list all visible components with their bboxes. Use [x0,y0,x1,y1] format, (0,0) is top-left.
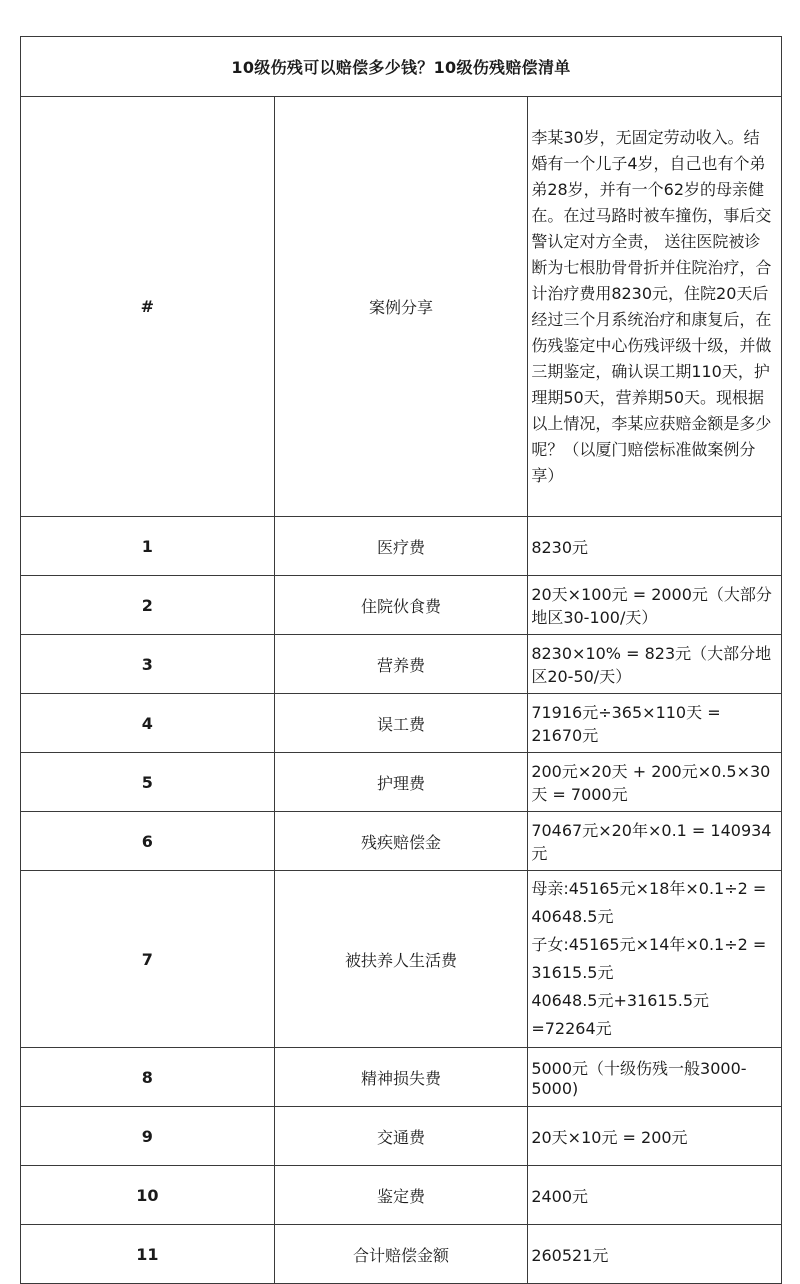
table-row [21,517,782,576]
case-description: 李某30岁，无固定劳动收入。结婚有一个儿子4岁，自己也有个弟弟28岁，并有一个62岁的母亲健在。在过马路时被车撞伤，事后交警认定对方全责， 送往医院被诊断为七根肋骨骨折并住院治疗，合计治疗费用8230元，住院20天后经过三个月系统治疗和康复后，在伤残鉴定中心伤残评级十级，并做三期鉴定，确认误工期110天，护理期50天，营养期50天。现根据以上情况，李某应获赔金额是多少呢？（以厦门赔偿标准做案例分享） [528,97,782,517]
row-detail: 71916元÷365×110天 = 21670元 [528,694,782,753]
row-number: 7 [21,871,275,1048]
table-title: 10级伤残可以赔偿多少钱？10级伤残赔偿清单 [21,37,782,97]
row-detail: 5000元（十级伤残一般3000-5000) [528,1048,782,1107]
num-header: # [21,97,275,517]
row-detail: 200元×20天 + 200元×0.5×30天 = 7000元 [528,753,782,812]
row-number: 6 [21,812,275,871]
case-row [21,97,782,517]
row-number: 2 [21,576,275,635]
table-row [21,1048,782,1107]
row-item: 残疾赔偿金 [274,812,528,871]
table-row [21,1166,782,1225]
compensation-table [20,36,782,1284]
row-detail: 260521元 [528,1225,782,1284]
row-item: 合计赔偿金额 [274,1225,528,1284]
row-detail: 8230元 [528,517,782,576]
row-number: 8 [21,1048,275,1107]
row-item: 精神损失费 [274,1048,528,1107]
row-item: 鉴定费 [274,1166,528,1225]
table-row [21,753,782,812]
row-detail: 8230×10% = 823元（大部分地区20-50/天） [528,635,782,694]
row-number: 1 [21,517,275,576]
row-number: 11 [21,1225,275,1284]
table-row [21,694,782,753]
row-item: 护理费 [274,753,528,812]
case-label: 案例分享 [274,97,528,517]
table-row [21,1107,782,1166]
detail-line-child: 子女:45165元×14年×0.1÷2 = 31615.5元 [531,935,767,982]
row-item: 营养费 [274,635,528,694]
table-row-total [21,1225,782,1284]
row-item: 交通费 [274,1107,528,1166]
row-number: 5 [21,753,275,812]
detail-line-mother: 母亲:45165元×18年×0.1÷2 = 40648.5元 [531,879,767,926]
row-detail: 70467元×20年×0.1 = 140934元 [528,812,782,871]
row-detail: 20天×10元 = 200元 [528,1107,782,1166]
table-row [21,812,782,871]
row-number: 10 [21,1166,275,1225]
row-item: 医疗费 [274,517,528,576]
row-number: 3 [21,635,275,694]
row-number: 4 [21,694,275,753]
row-number: 9 [21,1107,275,1166]
detail-line-sum: 40648.5元+31615.5元 =72264元 [531,991,710,1038]
row-item: 住院伙食费 [274,576,528,635]
table-row [21,635,782,694]
table-row [21,576,782,635]
row-detail: 2400元 [528,1166,782,1225]
title-row [21,37,782,97]
row-item: 被扶养人生活费 [274,871,528,1048]
row-item: 误工费 [274,694,528,753]
row-detail: 20天×100元 = 2000元（大部分地区30-100/天） [528,576,782,635]
table-row [21,871,782,1048]
row-detail [528,871,782,1048]
